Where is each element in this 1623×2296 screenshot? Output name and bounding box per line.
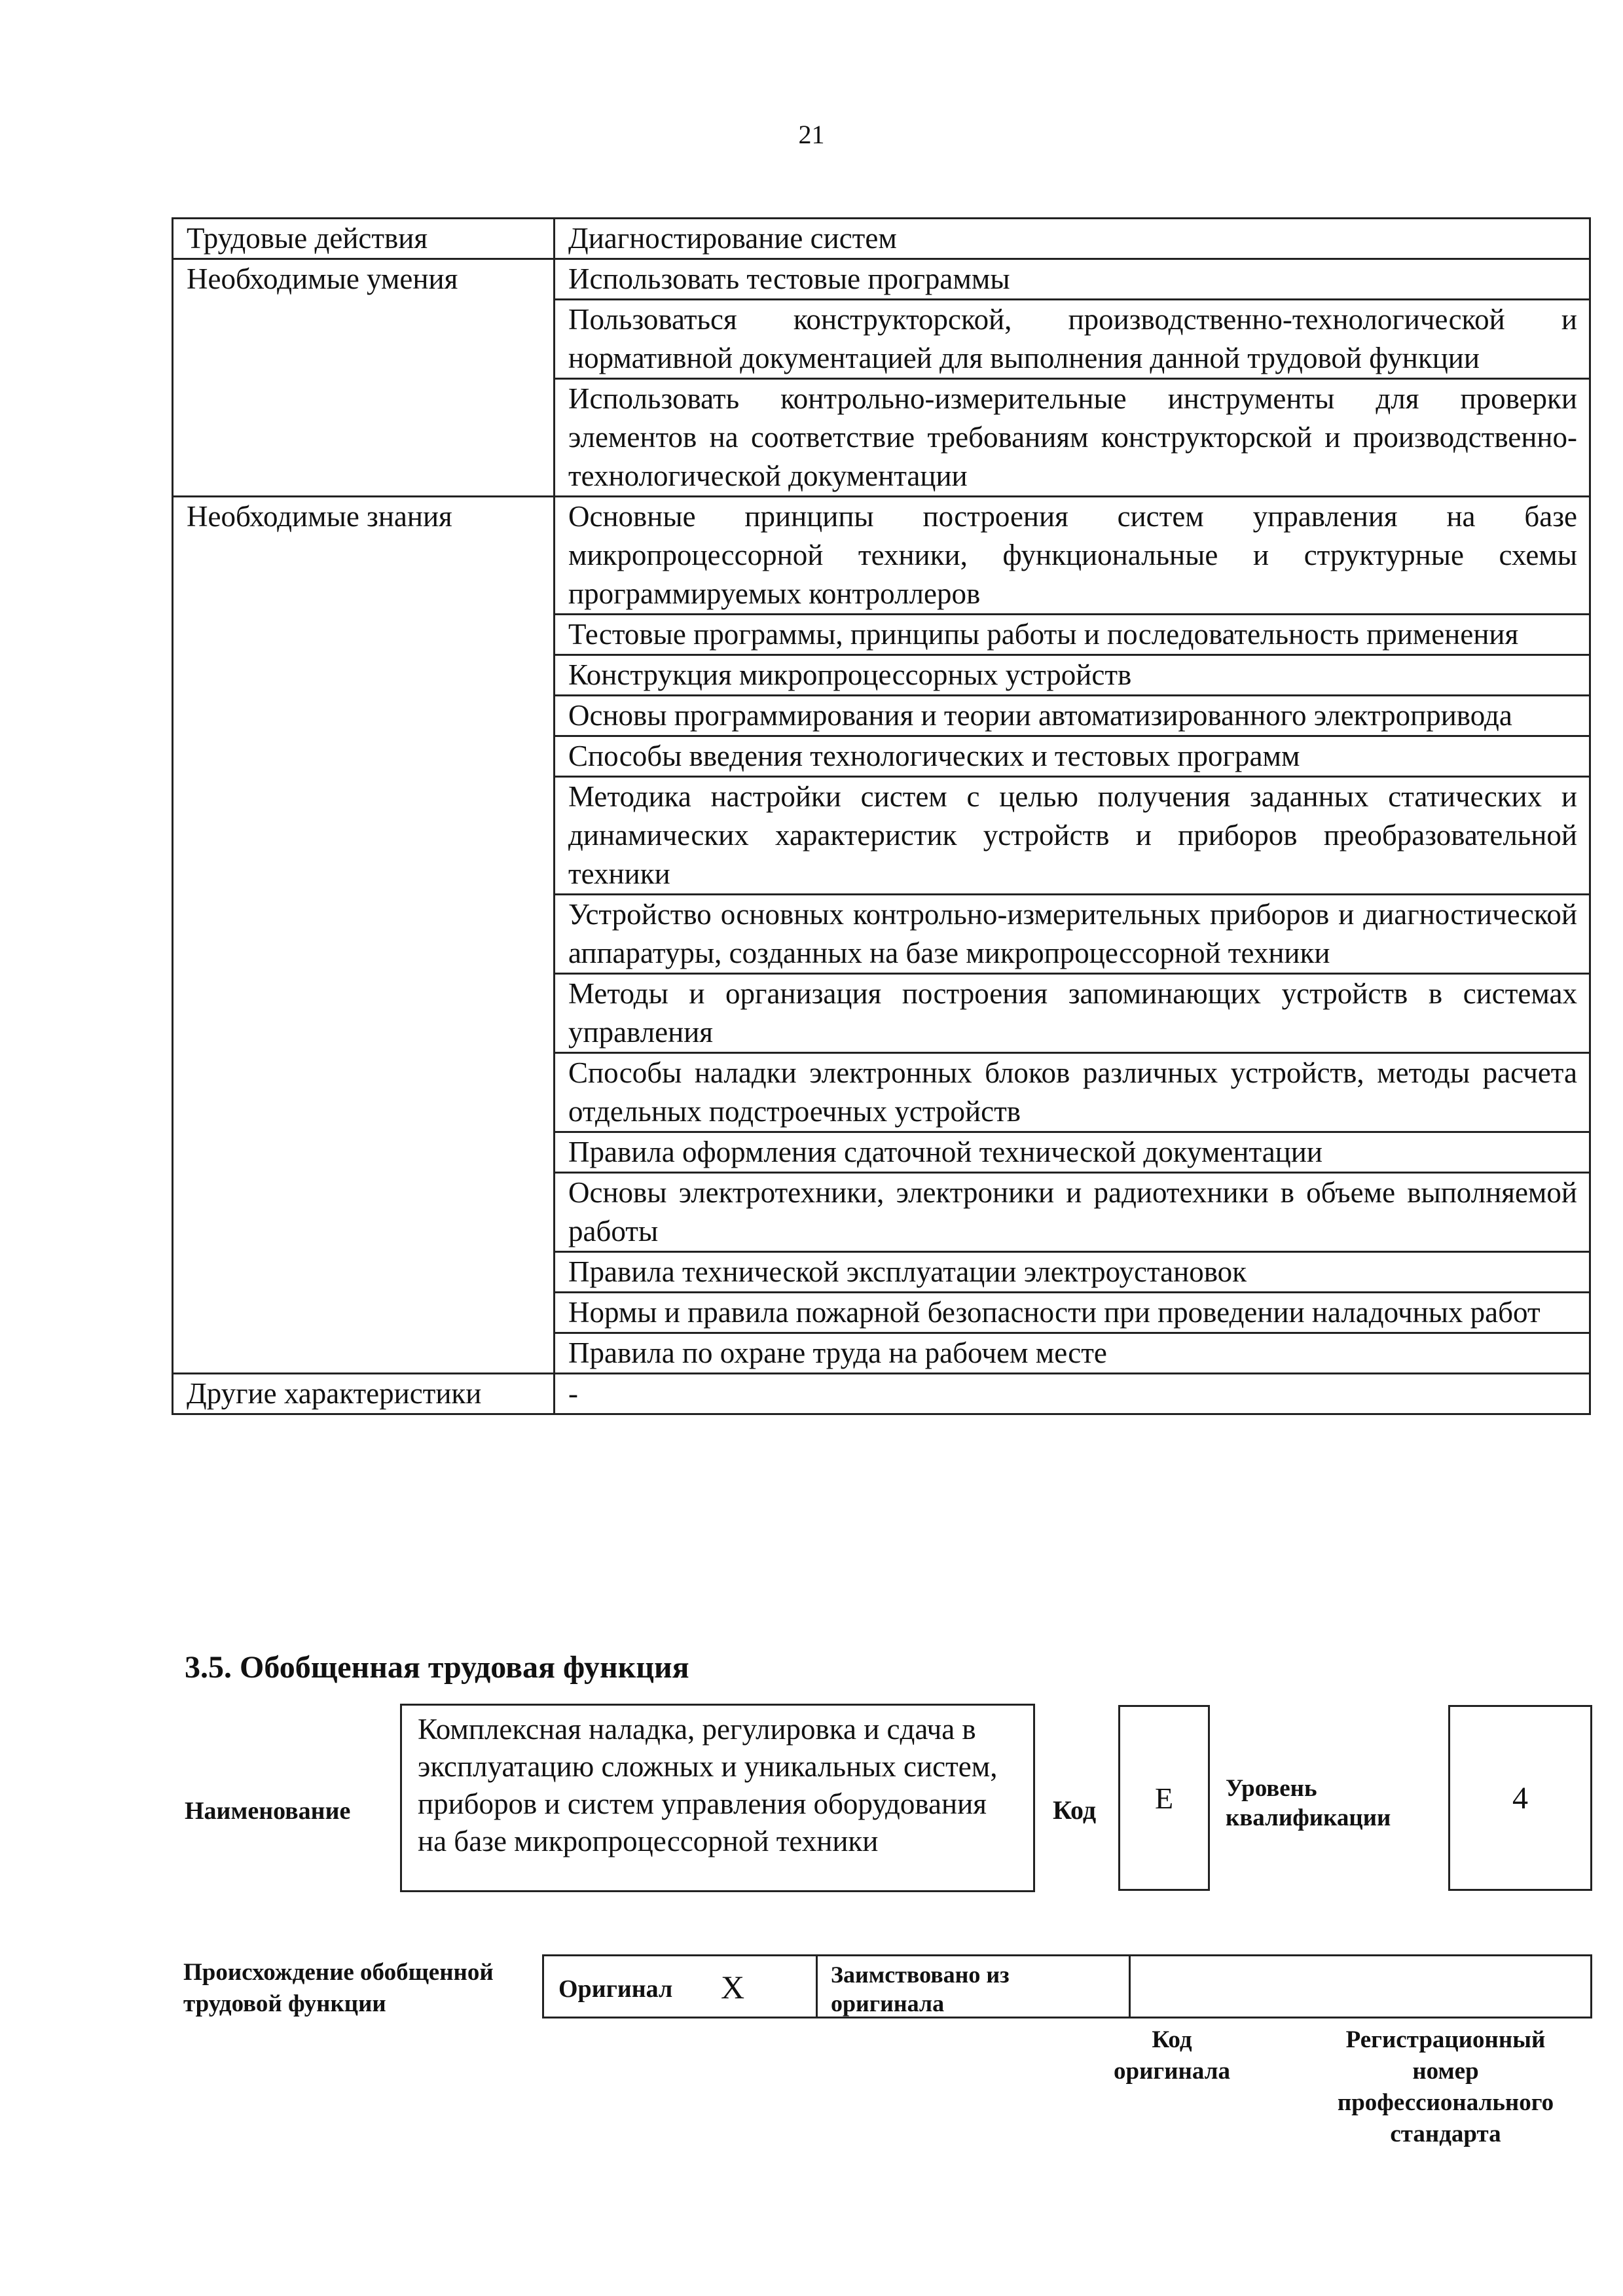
table-row <box>173 219 1590 259</box>
code-label: Код <box>1053 1795 1097 1825</box>
knowledge-item: Методика настройки систем с целью получения заданных статических и динамических характеристик устройств и приборов преобразовательной техники <box>555 777 1590 895</box>
table-row <box>173 1374 1590 1414</box>
registration-number-caption-text: Регистрационный номер профессионального стандарта <box>1337 2026 1554 2147</box>
original-code-caption <box>1087 2024 1257 2087</box>
code-value-box <box>1118 1705 1210 1891</box>
labor-function-table <box>172 217 1591 1415</box>
registration-number-caption <box>1302 2024 1590 2150</box>
row-label-required-knowledge: Необходимые знания <box>173 497 555 1374</box>
original-code-cell <box>1131 1956 1594 2017</box>
row-label-required-skills: Необходимые умения <box>173 259 555 497</box>
borrowed-label <box>831 1960 1080 2018</box>
row-label-other-characteristics: Другие характеристики <box>173 1374 555 1414</box>
name-label: Наименование <box>185 1797 351 1825</box>
origin-label-text: Происхождение обобщенной трудовой функции <box>183 1959 494 2017</box>
knowledge-item: Основные принципы построения систем управления на базе микропроцессорной техники, функциональные и структурные схемы программируемых контроллеров <box>555 497 1590 615</box>
original-cell <box>544 1956 818 2017</box>
row-label-labor-actions: Трудовые действия <box>173 219 555 259</box>
knowledge-item: Основы программирования и теории автоматизированного электропривода <box>555 696 1590 736</box>
knowledge-item: Нормы и правила пожарной безопасности при проведении наладочных работ <box>555 1293 1590 1333</box>
skill-item: Пользоваться конструкторской, производственно-технологической и нормативной документацией для выполнения данной трудовой функции <box>555 300 1590 379</box>
knowledge-item: Тестовые программы, принципы работы и последовательность применения <box>555 615 1590 655</box>
skill-item: Использовать контрольно-измерительные инструменты для проверки элементов на соответствие требованиям конструкторской и производственно-технологической документации <box>555 379 1590 497</box>
qualification-level-box <box>1448 1705 1592 1891</box>
code-value: E <box>1154 1781 1174 1815</box>
page-number: 21 <box>798 120 825 149</box>
table-row <box>173 497 1590 615</box>
origin-label <box>183 1957 537 2020</box>
knowledge-item: Основы электротехники, электроники и радиотехники в объеме выполняемой работы <box>555 1173 1590 1252</box>
original-code-caption-text: Код оригинала <box>1114 2026 1230 2085</box>
other-characteristics-value: - <box>555 1374 1590 1414</box>
borrowed-label-text: Заимствовано из оригинала <box>831 1962 1010 2017</box>
table-row <box>173 259 1590 300</box>
section-title: 3.5. Обобщенная трудовая функция <box>185 1650 689 1685</box>
knowledge-item: Методы и организация построения запоминающих устройств в системах управления <box>555 974 1590 1053</box>
labor-action-item: Диагностирование систем <box>555 219 1590 259</box>
skill-item: Использовать тестовые программы <box>555 259 1590 300</box>
origin-row <box>542 1954 1592 2018</box>
knowledge-item: Способы наладки электронных блоков различных устройств, методы расчета отдельных подстроечных устройств <box>555 1053 1590 1132</box>
knowledge-item: Правила технической эксплуатации электроустановок <box>555 1252 1590 1293</box>
name-value-box <box>400 1704 1035 1892</box>
borrowed-cell <box>818 1956 1131 2017</box>
knowledge-item: Конструкция микропроцессорных устройств <box>555 655 1590 696</box>
knowledge-item: Правила оформления сдаточной технической документации <box>555 1132 1590 1173</box>
qualification-level-value: 4 <box>1512 1780 1528 1816</box>
original-label: Оригинал <box>558 1975 673 2003</box>
qualification-level-label-text: Уровень квалификации <box>1226 1775 1391 1831</box>
knowledge-item: Правила по охране труда на рабочем месте <box>555 1333 1590 1374</box>
name-value: Комплексная наладка, регулировка и сдача в эксплуатацию сложных и уникальных систем, приборов и систем управления оборудования на базе микропроцессорной техники <box>418 1713 998 1857</box>
qualification-level-label <box>1226 1774 1396 1833</box>
original-mark: X <box>721 1969 745 2005</box>
knowledge-item: Устройство основных контрольно-измерительных приборов и диагностической аппаратуры, созданных на базе микропроцессорной техники <box>555 895 1590 974</box>
knowledge-item: Способы введения технологических и тестовых программ <box>555 736 1590 777</box>
